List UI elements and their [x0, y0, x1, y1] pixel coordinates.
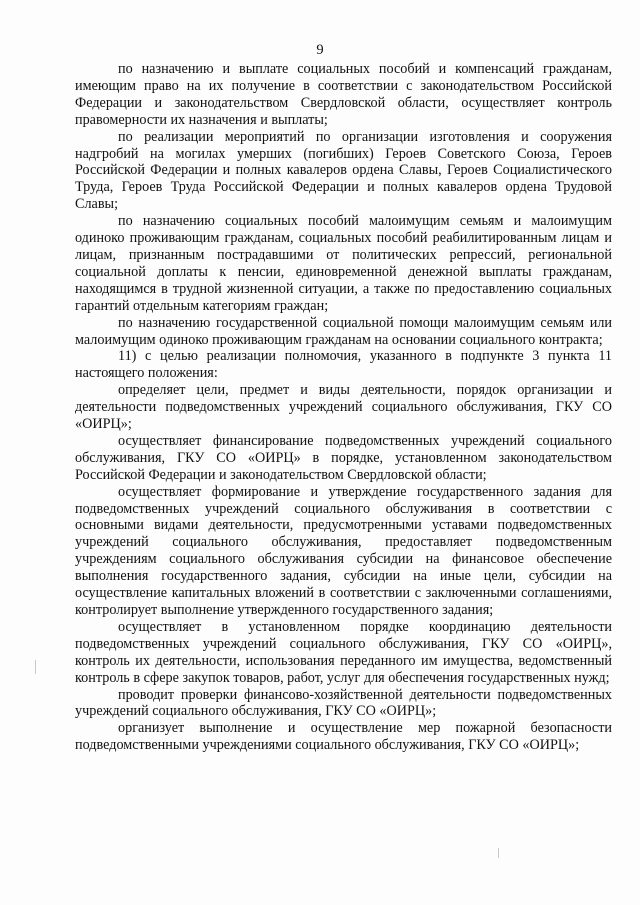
document-body: [75, 61, 612, 754]
paragraph-8: осуществляет формирование и утверждение государственного задания для подведомственных учреждений социального обслуживания в соответствии с основными видами деятельности, предусмотренными уставами подведомственных учреждений социального обслуживания, предоставляет подведомственным учреждениям социального обслуживания субсидии на финансовое обеспечение выполнения государственного задания, субсидии на иные цели, субсидии на осуществление капитальных вложений в соответствии с заключенными соглашениями, контролирует выполнение утвержденного государственного задания;: [75, 483, 612, 618]
paragraph-2: по реализации мероприятий по организации изготовления и сооружения надгробий на могилах умерших (погибших) Героев Советского Союза, Героев Российской Федерации и полных кавалеров ордена Славы, Героев Социалистического Труда, Героев Труда Российской Федерации и полных кавалеров ордена Трудовой Славы;: [75, 128, 612, 213]
paragraph-10: проводит проверки финансово-хозяйственной деятельности подведомственных учреждений социального обслуживания, ГКУ СО «ОИРЦ»;: [75, 686, 612, 720]
page-number: 9: [316, 42, 324, 58]
paragraph-7: осуществляет финансирование подведомственных учреждений социального обслуживания, ГКУ СО «ОИРЦ» в порядке, установленном законодательством Российской Федерации и законодательством Свердловской области;: [75, 432, 612, 483]
paragraph-6: определяет цели, предмет и виды деятельности, порядок организации и деятельности подведомственных учреждений социального обслуживания, ГКУ СО «ОИРЦ»;: [75, 382, 612, 433]
scan-mark-right: [498, 848, 499, 858]
paragraph-1: по назначению и выплате социальных пособий и компенсаций гражданам, имеющим право на их получение в соответствии с законодательством Российской Федерации и законодательством Свердловской области, осуществляет контроль правомерности их назначения и выплаты;: [75, 61, 612, 128]
paragraph-3: по назначению социальных пособий малоимущим семьям и малоимущим одиноко проживающим гражданам, социальных пособий реабилитированным лицам и лицам, признанным пострадавшими от политических репрессий, региональной социальной доплаты к пенсии, единовременной денежной выплаты гражданам, находящимся в трудной жизненной ситуации, а также по предоставлению социальных гарантий отдельным категориям граждан;: [75, 213, 612, 314]
paragraph-9: осуществляет в установленном порядке координацию деятельности подведомственных учреждений социального обслуживания, ГКУ СО «ОИРЦ», контроль их деятельности, использования переданного им имущества, ведомственный контроль в сфере закупок товаров, работ, услуг для обеспечения государственных нужд;: [75, 618, 612, 686]
paragraph-5: 11) с целью реализации полномочия, указанного в подпункте 3 пункта 11 настоящего положения:: [75, 348, 612, 382]
paragraph-4: по назначению государственной социальной помощи малоимущим семьям или малоимущим одиноко проживающим гражданам на основании социального контракта;: [75, 314, 612, 348]
paragraph-11: организует выполнение и осуществление мер пожарной безопасности подведомственными учреждениями социального обслуживания, ГКУ СО «ОИРЦ»;: [75, 720, 612, 754]
scan-mark-left: [35, 660, 36, 674]
